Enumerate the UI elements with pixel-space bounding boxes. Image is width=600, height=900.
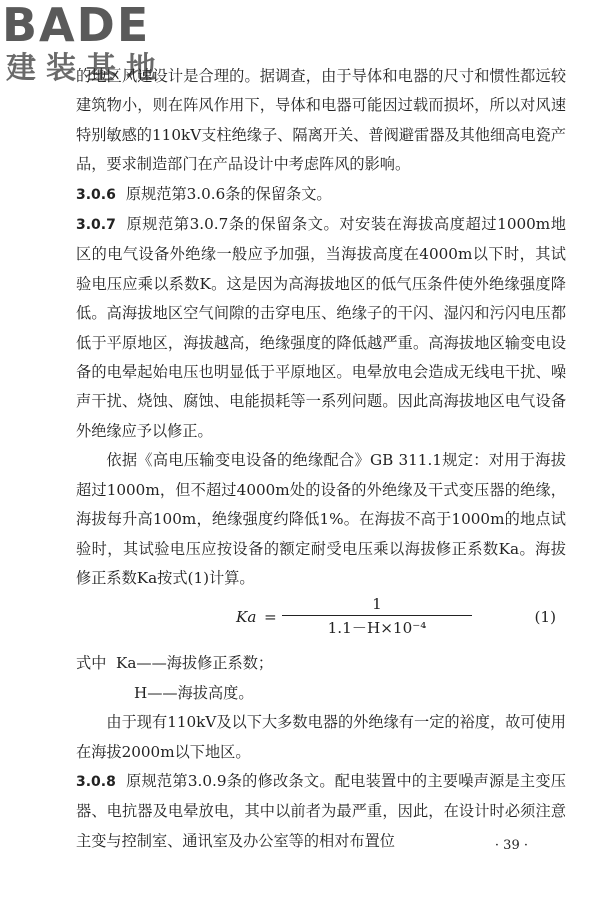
section-text: 原规范第3.0.9条的修改条文。配电装置中的主要噪声源是主变压器、电抗器及电晕放电，其中以前者为最严重，因此，在设计时必须注意主变与控制室、通讯室及办公室等的相对布置位 (76, 771, 566, 850)
section-number: 3.0.6 (76, 186, 116, 203)
section-3-0-6 (76, 180, 566, 210)
formula-equals: = (264, 608, 277, 627)
section-text: 原规范第3.0.7条的保留条文。对安装在海拔高度超过1000m地区的电气设备外绝缘一般应予加强，当海拔高度在4000m以下时，其试验电压应乘以系数K。这是因为高海拔地区的低气压条件使外绝缘强度降低。高海拔地区空气间隙的击穿电压、绝缘子的干闪、湿闪和污闪电压都低于平原地区，海拔越高，绝缘强度的降低越严重。高海拔地区输变电设备的电晕起始电压也明显低于平原地区。电晕放电会造成无线电干扰、噪声干扰、烧蚀、腐蚀、电能损耗等一系列问题。因此高海拔地区电气设备外绝缘应予以修正。 (76, 215, 566, 440)
variable-h-def: H——海拔高度。 (134, 683, 254, 702)
formula-fraction (282, 593, 472, 640)
section-text: 原规范第3.0.6条的保留条文。 (125, 184, 332, 203)
section-3-0-7 (76, 210, 566, 446)
section-3-0-8 (76, 767, 566, 856)
formula-1 (76, 593, 566, 649)
variable-ka (76, 649, 566, 678)
paragraph-wind: 的地区风速设计是合理的。据调查，由于导体和电器的尺寸和惯性都远较建筑物小，则在阵风作用下，导体和电器可能因过载而损坏，所以对风速特别敏感的110kV支柱绝缘子、隔离开关、普阀避雷器及其他细高电瓷产品，要求制造部门在产品设计中考虑阵风的影响。 (76, 67, 566, 174)
variable-ka-def: Ka——海拔修正系数； (116, 654, 274, 673)
paragraph-reserve: 由于现有110kV及以下大多数电器的外绝缘有一定的裕度，故可使用在海拔2000m以下地区。 (76, 713, 566, 761)
section-number: 3.0.7 (76, 217, 116, 234)
variable-prefix: 式中 (76, 654, 107, 673)
logo-subtitle: 建装基地 (6, 51, 166, 86)
formula-denominator: 1.1－H×10⁻⁴ (327, 619, 427, 638)
page-number: · 39 · (494, 838, 528, 853)
logo-brand: BADE (2, 0, 151, 52)
variable-h (76, 679, 566, 708)
formula-numerator: 1 (282, 593, 472, 616)
body-text (76, 62, 566, 856)
paragraph-basis: 依据《高电压输变电设备的绝缘配合》GB 311.1规定：对用于海拔超过1000m，但不超过4000m处的设备的外绝缘及干式变压器的绝缘，海拔每升高100m，绝缘强度约降低1%。在海拔不高于1000m的地点试验时，其试验电压应按设备的额定耐受电压乘以海拔修正系数Ka。海拔修正系数Ka按式(1)计算。 (76, 451, 566, 587)
formula-lhs: Ka (236, 608, 257, 627)
formula-number: (1) (534, 608, 556, 627)
section-number: 3.0.8 (76, 773, 116, 790)
